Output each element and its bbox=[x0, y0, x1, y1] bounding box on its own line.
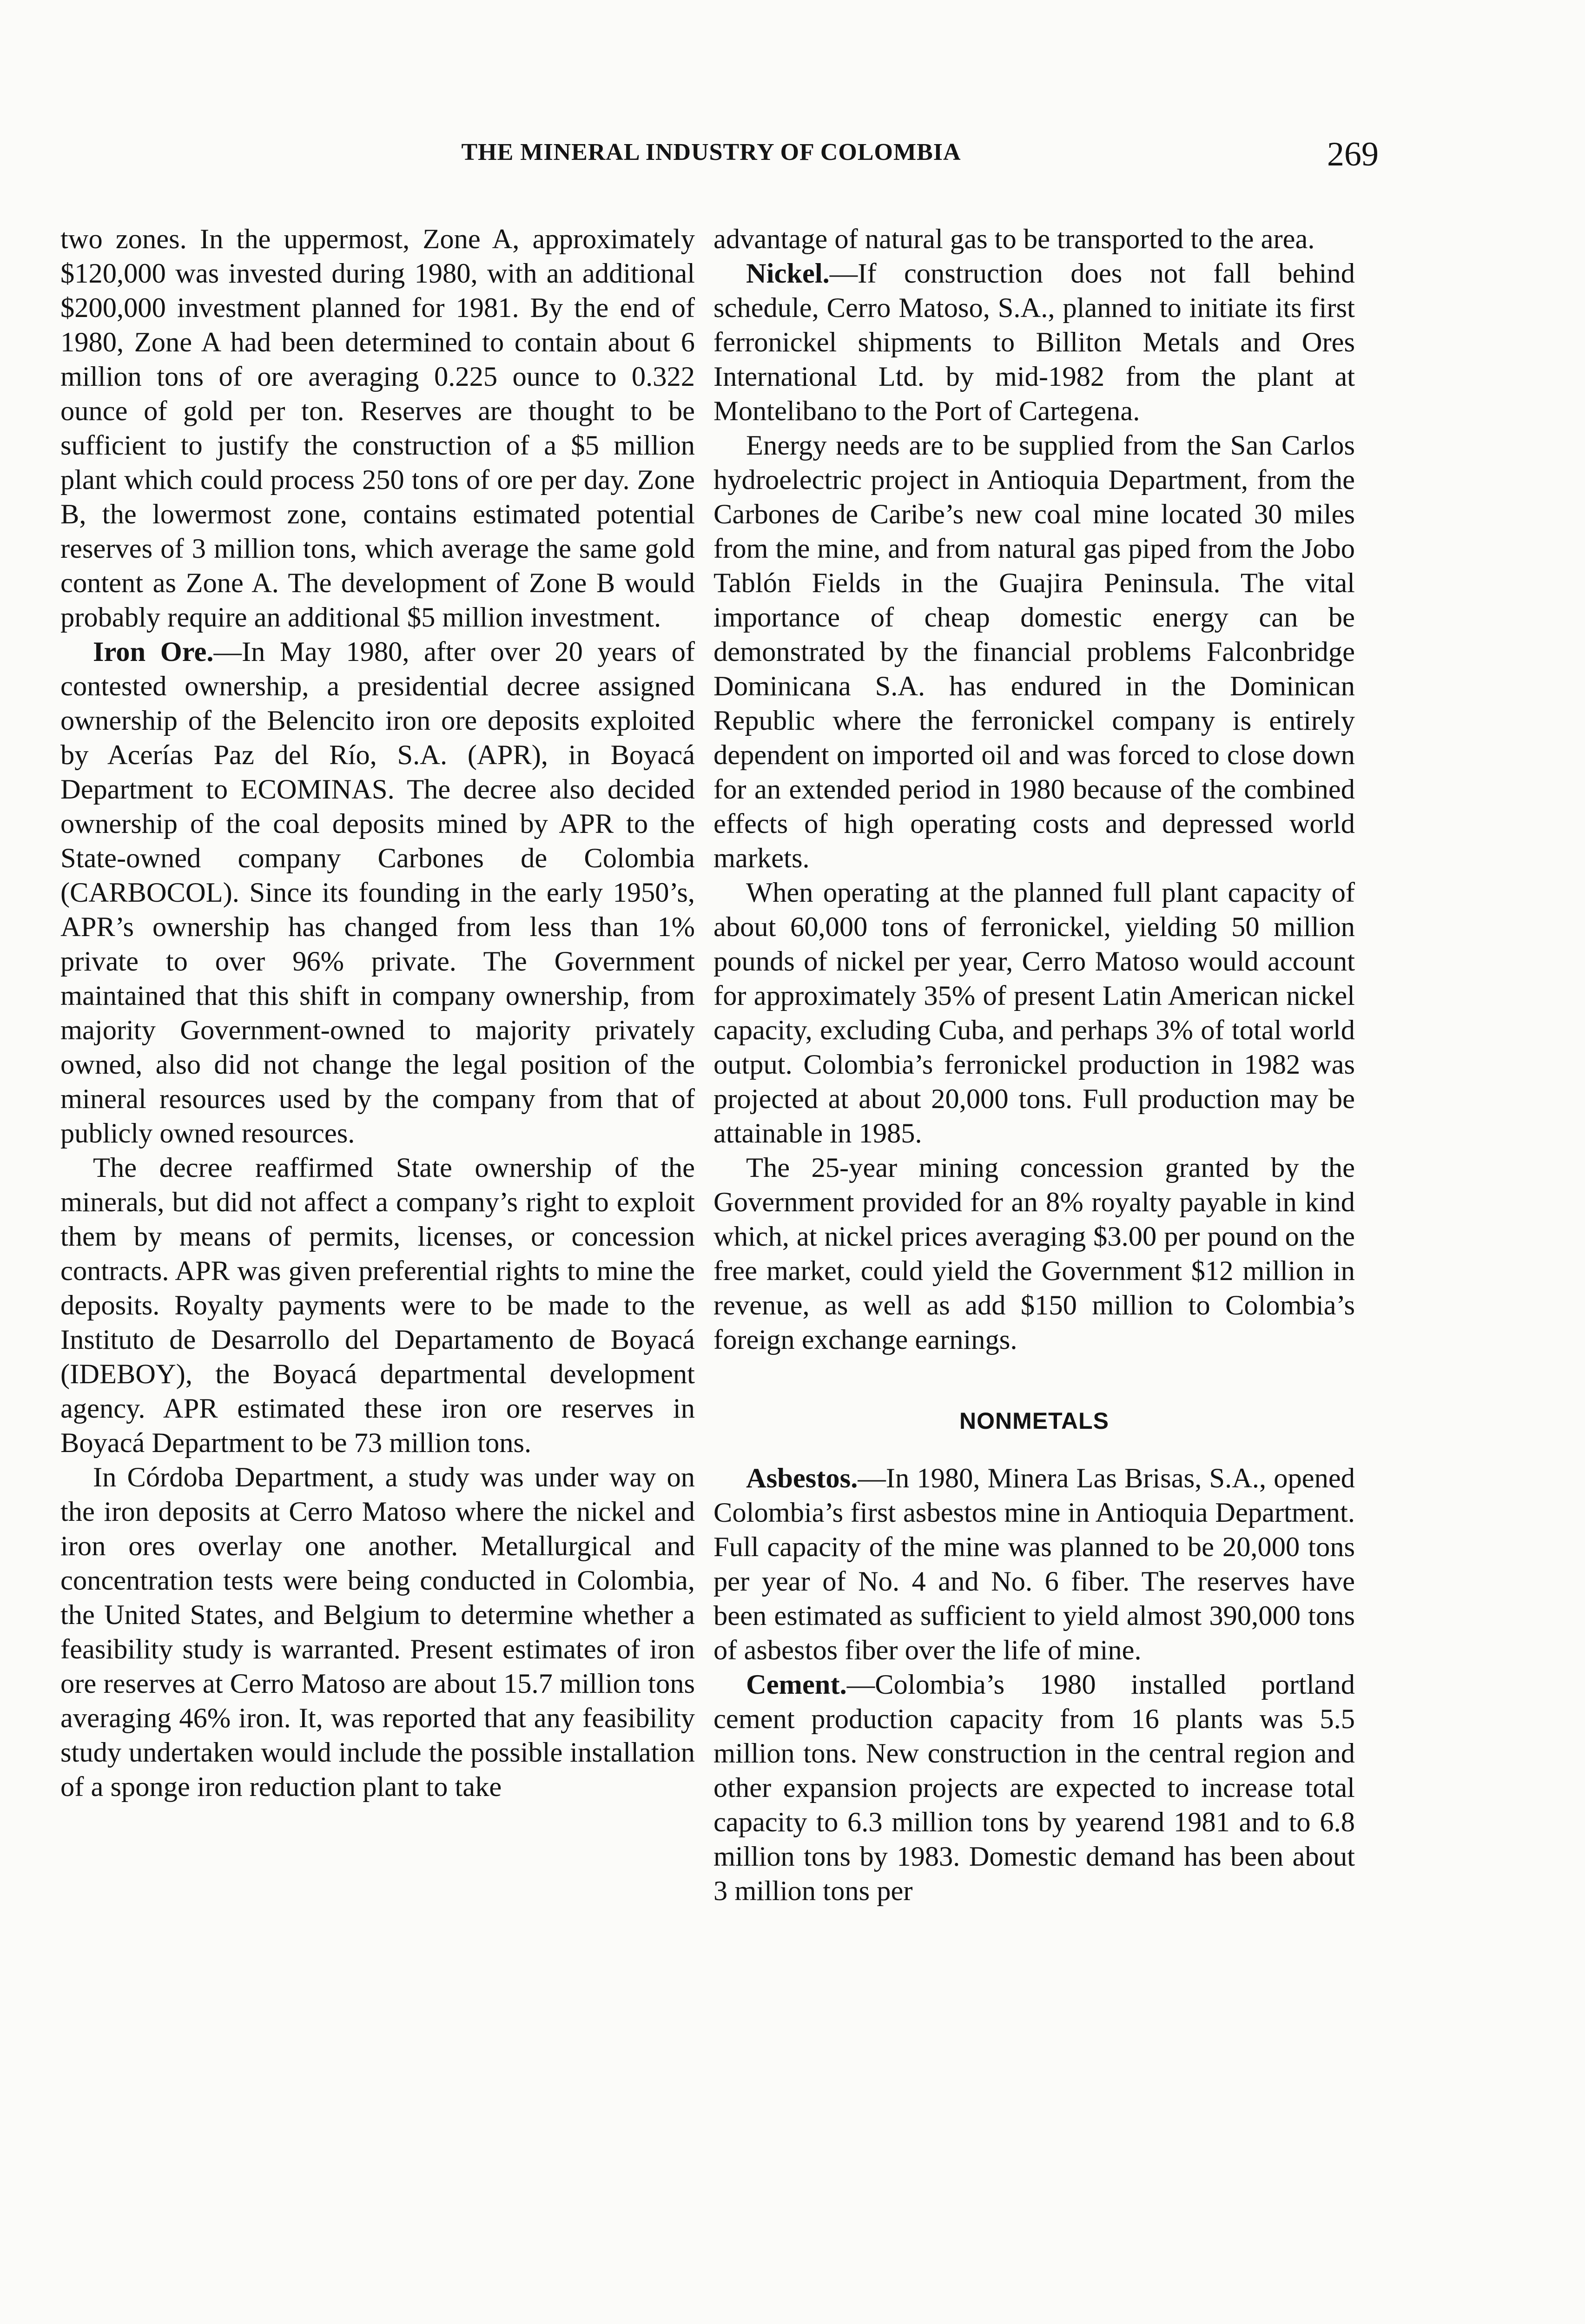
paragraph-cement bbox=[713, 1668, 1355, 1908]
paragraph-text: —Colombia’s 1980 installed portland cement production capacity from 16 plants was 5.5 million tons. New construction in the central region and other expansion projects are expected to increase total capacity to 6.3 million tons by yearend 1981 and to 6.8 million tons by 1983. Domestic demand has been about 3 million tons per bbox=[713, 1669, 1355, 1907]
paragraph-nickel bbox=[713, 257, 1355, 429]
paragraph: The decree reaffirmed State ownership of the minerals, but did not affect a company’s right to exploit them by means of permits, licenses, or concession contracts. APR was given preferential rights to mine the deposits. Royalty payments were to be made to the Instituto de Desarrollo del Departamento de Boyacá (IDEBOY), the Boyacá departmental development agency. APR estimated these iron ore reserves in Boyacá Department to be 73 million tons. bbox=[60, 1152, 695, 1459]
page-number: 269 bbox=[1327, 135, 1379, 173]
run-in-heading-nickel: Nickel. bbox=[746, 258, 830, 289]
paragraph-iron-ore bbox=[60, 635, 695, 1151]
paragraph: Energy needs are to be supplied from the San Carlos hydroelectric project in Antioquia Department, from the Carbones de Caribe’s new coal mine located 30 miles from the mine, and from natural gas piped from the Jobo Tablón Fields in the Guajira Peninsula. The vital importance of cheap domestic energy can be demonstrated by the financial problems Falconbridge Dominicana S.A. has endured in the Dominican Republic where the ferronickel company is entirely dependent on imported oil and was forced to close down for an extended period in 1980 because of the combined effects of high operating costs and depressed world markets. bbox=[713, 430, 1355, 874]
paragraph: In Córdoba Department, a study was under way on the iron deposits at Cerro Matoso where the nickel and iron ores overlay one another. Metallurgical and concentration tests were being conducted in Colombia, the United States, and Belgium to determine whether a feasibility study is warranted. Present estimates of iron ore reserves at Cerro Matoso are about 15.7 million tons averaging 46% iron. It, was reported that any feasibility study undertaken would include the possible installation of a sponge iron reduction plant to take bbox=[60, 1462, 695, 1802]
run-in-heading-asbestos: Asbestos. bbox=[746, 1463, 858, 1494]
paragraph-text: —If construction does not fall behind schedule, Cerro Matoso, S.A., planned to initiate its first ferronickel shipments to Billiton Metals and Ores International Ltd. by mid-1982 from the plant at Montelibano to the Port of Cartegena. bbox=[713, 258, 1355, 427]
paragraph: two zones. In the uppermost, Zone A, approximately $120,000 was invested during 1980, with an additional $200,000 investment planned for 1981. By the end of 1980, Zone A had been determined to contain about 6 million tons of ore averaging 0.225 ounce to 0.322 ounce of gold per ton. Reserves are thought to be sufficient to justify the construction of a $5 million plant which could process 250 tons of ore per day. Zone B, the lowermost zone, contains estimated potential reserves of 3 million tons, which average the same gold content as Zone A. The development of Zone B would probably require an additional $5 million investment. bbox=[60, 224, 695, 633]
run-in-heading-iron-ore: Iron Ore. bbox=[93, 636, 214, 667]
right-column bbox=[713, 222, 1355, 1908]
run-in-heading-cement: Cement. bbox=[746, 1669, 847, 1700]
section-heading-nonmetals: NONMETALS bbox=[959, 1408, 1109, 1434]
left-column bbox=[60, 222, 695, 1804]
paragraph: advantage of natural gas to be transported to the area. bbox=[713, 224, 1315, 255]
paragraph: The 25-year mining concession granted by the Government provided for an 8% royalty payable in kind which, at nickel prices averaging $3.00 per pound on the free market, could yield the Government $12 million in revenue, as well as add $150 million to Colombia’s foreign exchange earnings. bbox=[713, 1152, 1355, 1355]
paragraph-text: —In May 1980, after over 20 years of contested ownership, a presidential decree assigned ownership of the Belencito iron ore deposits exploited by Acerías Paz del Río, S.A. (APR), in Boyacá Department to ECOMINAS. The decree also decided ownership of the coal deposits mined by APR to the State-owned company Carbones de Colombia (CARBOCOL). Since its founding in the early 1950’s, APR’s ownership has changed from less than 1% private to over 96% private. The Government maintained that this shift in company ownership, from majority Government-owned to majority privately owned, also did not change the legal position of the mineral resources used by the company from that of publicly owned resources. bbox=[60, 636, 695, 1149]
paragraph-asbestos bbox=[713, 1461, 1355, 1668]
paragraph-text: —In 1980, Minera Las Brisas, S.A., opened Colombia’s first asbestos mine in Antioquia Department. Full capacity of the mine was planned to be 20,000 tons per year of No. 4 and No. 6 fiber. The reserves have been estimated as sufficient to yield almost 390,000 tons of asbestos fiber over the life of mine. bbox=[713, 1463, 1355, 1666]
running-head: THE MINERAL INDUSTRY OF COLOMBIA bbox=[461, 139, 961, 165]
paragraph: When operating at the planned full plant capacity of about 60,000 tons of ferronickel, yielding 50 million pounds of nickel per year, Cerro Matoso would account for approximately 35% of present Latin American nickel capacity, excluding Cuba, and perhaps 3% of total world output. Colombia’s ferronickel production in 1982 was projected at about 20,000 tons. Full production may be attainable in 1985. bbox=[713, 877, 1355, 1149]
